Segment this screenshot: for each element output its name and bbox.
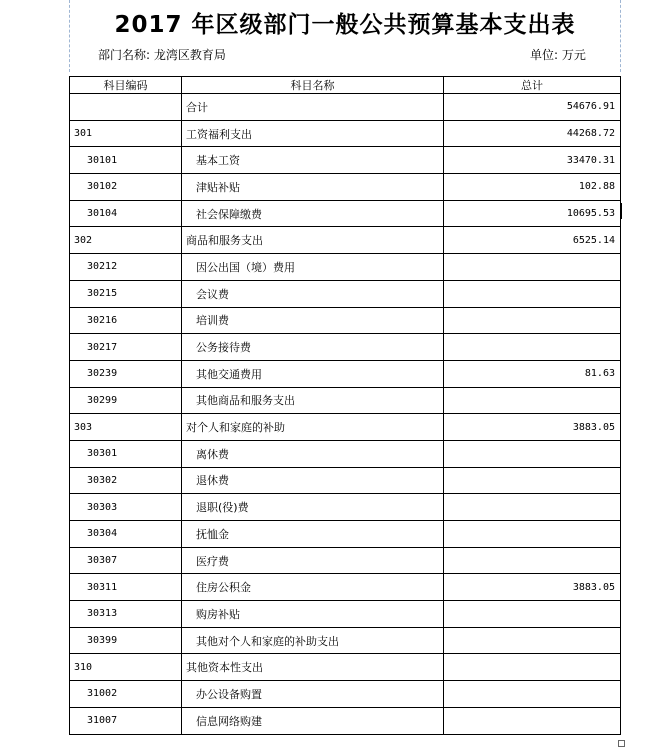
cell-amount[interactable] — [444, 627, 621, 654]
cell-amount[interactable] — [444, 707, 621, 734]
cell-code[interactable]: 302 — [70, 227, 182, 254]
text-cursor — [620, 203, 622, 219]
table-row — [70, 707, 621, 734]
cell-amount[interactable]: 6525.14 — [444, 227, 621, 254]
cell-amount[interactable] — [444, 601, 621, 628]
header-code[interactable]: 科目编码 — [70, 77, 182, 94]
table-row — [70, 467, 621, 494]
table-row — [70, 120, 621, 147]
budget-table — [69, 76, 621, 735]
cell-name[interactable]: 社会保障缴费 — [182, 200, 444, 227]
table-row — [70, 681, 621, 708]
cell-name[interactable]: 公务接待费 — [182, 334, 444, 361]
cell-amount[interactable] — [444, 307, 621, 334]
cell-amount[interactable] — [444, 494, 621, 521]
cell-amount[interactable]: 33470.31 — [444, 147, 621, 174]
table-row — [70, 654, 621, 681]
table-row — [70, 414, 621, 441]
resize-handle[interactable] — [618, 740, 625, 747]
cell-code[interactable]: 303 — [70, 414, 182, 441]
header-name[interactable]: 科目名称 — [182, 77, 444, 94]
cell-amount[interactable] — [444, 547, 621, 574]
table-body — [70, 94, 621, 735]
cell-code[interactable]: 30104 — [70, 200, 182, 227]
table-row — [70, 440, 621, 467]
table-row — [70, 200, 621, 227]
unit-label: 单位: 万元 — [530, 48, 586, 62]
cell-amount[interactable]: 102.88 — [444, 174, 621, 201]
cell-name[interactable]: 津贴补贴 — [182, 174, 444, 201]
cell-name[interactable]: 退职(役)费 — [182, 494, 444, 521]
cell-code[interactable]: 30217 — [70, 334, 182, 361]
table-row — [70, 254, 621, 281]
cell-amount[interactable] — [444, 254, 621, 281]
cell-code[interactable] — [70, 94, 182, 121]
cell-name[interactable]: 工资福利支出 — [182, 120, 444, 147]
cell-code[interactable]: 310 — [70, 654, 182, 681]
cell-name[interactable]: 信息网络购建 — [182, 707, 444, 734]
cell-code[interactable]: 30102 — [70, 174, 182, 201]
cell-code[interactable]: 30216 — [70, 307, 182, 334]
table-row — [70, 547, 621, 574]
cell-code[interactable]: 30301 — [70, 440, 182, 467]
table-row — [70, 227, 621, 254]
cell-name[interactable]: 基本工资 — [182, 147, 444, 174]
cell-amount[interactable]: 54676.91 — [444, 94, 621, 121]
cell-amount[interactable]: 3883.05 — [444, 414, 621, 441]
cell-amount[interactable] — [444, 334, 621, 361]
document-title: 2017 年区级部门一般公共预算基本支出表 — [114, 12, 576, 38]
cell-name[interactable]: 住房公积金 — [182, 574, 444, 601]
table-header-row — [70, 77, 621, 94]
header-total[interactable]: 总计 — [444, 77, 621, 94]
cell-name[interactable]: 合计 — [182, 94, 444, 121]
cell-name[interactable]: 商品和服务支出 — [182, 227, 444, 254]
cell-code[interactable]: 30239 — [70, 360, 182, 387]
cell-code[interactable]: 30215 — [70, 280, 182, 307]
cell-name[interactable]: 培训费 — [182, 307, 444, 334]
cell-name[interactable]: 办公设备购置 — [182, 681, 444, 708]
cell-code[interactable]: 301 — [70, 120, 182, 147]
table-row — [70, 174, 621, 201]
cell-code[interactable]: 30303 — [70, 494, 182, 521]
cell-name[interactable]: 购房补贴 — [182, 601, 444, 628]
cell-amount[interactable]: 81.63 — [444, 360, 621, 387]
table-row — [70, 387, 621, 414]
cell-code[interactable]: 30212 — [70, 254, 182, 281]
cell-amount[interactable] — [444, 440, 621, 467]
cell-name[interactable]: 抚恤金 — [182, 521, 444, 548]
cell-amount[interactable]: 3883.05 — [444, 574, 621, 601]
cell-name[interactable]: 对个人和家庭的补助 — [182, 414, 444, 441]
department-label: 部门名称: 龙湾区教育局 — [98, 48, 226, 62]
cell-name[interactable]: 因公出国（境）费用 — [182, 254, 444, 281]
cell-name[interactable]: 离休费 — [182, 440, 444, 467]
cell-name[interactable]: 其他交通费用 — [182, 360, 444, 387]
cell-code[interactable]: 31007 — [70, 707, 182, 734]
table-row — [70, 334, 621, 361]
cell-code[interactable]: 30302 — [70, 467, 182, 494]
table-row — [70, 360, 621, 387]
cell-code[interactable]: 30311 — [70, 574, 182, 601]
table-row — [70, 94, 621, 121]
table-row — [70, 521, 621, 548]
table-row — [70, 574, 621, 601]
cell-amount[interactable] — [444, 681, 621, 708]
cell-amount[interactable]: 44268.72 — [444, 120, 621, 147]
cell-name[interactable]: 退休费 — [182, 467, 444, 494]
table-row — [70, 494, 621, 521]
cell-name[interactable]: 其他商品和服务支出 — [182, 387, 444, 414]
cell-code[interactable]: 30304 — [70, 521, 182, 548]
cell-name[interactable]: 医疗费 — [182, 547, 444, 574]
table-row — [70, 147, 621, 174]
cell-name[interactable]: 会议费 — [182, 280, 444, 307]
cell-amount[interactable] — [444, 467, 621, 494]
cell-amount[interactable] — [444, 387, 621, 414]
cell-amount[interactable] — [444, 280, 621, 307]
cell-code[interactable]: 31002 — [70, 681, 182, 708]
cell-name[interactable]: 其他对个人和家庭的补助支出 — [182, 627, 444, 654]
cell-name[interactable]: 其他资本性支出 — [182, 654, 444, 681]
cell-code[interactable]: 30101 — [70, 147, 182, 174]
cell-amount[interactable] — [444, 521, 621, 548]
cell-code[interactable]: 30299 — [70, 387, 182, 414]
table-row — [70, 601, 621, 628]
table-row — [70, 627, 621, 654]
cell-code[interactable]: 30399 — [70, 627, 182, 654]
table-row — [70, 280, 621, 307]
cell-code[interactable]: 30307 — [70, 547, 182, 574]
cell-amount[interactable] — [444, 654, 621, 681]
table-row — [70, 307, 621, 334]
cell-code[interactable]: 30313 — [70, 601, 182, 628]
cell-amount[interactable]: 10695.53 — [444, 200, 621, 227]
